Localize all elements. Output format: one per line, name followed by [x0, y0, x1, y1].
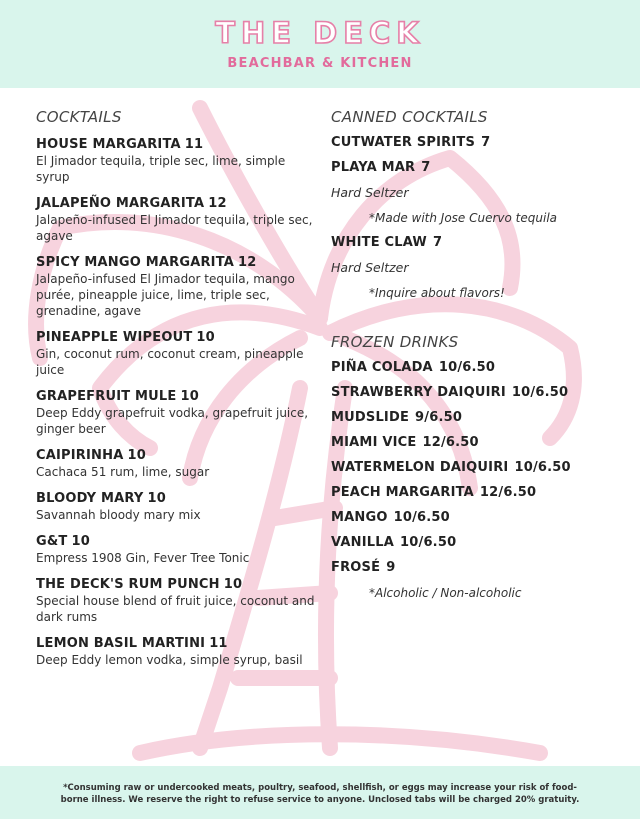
- disclaimer-text: *Consuming raw or undercooked meats, poultry, seafood, shellfish, or eggs may increase your risk of food-borne illness. We reserve the right to refuse service to anyone. Unclosed tabs will be charged 20% gratuity.: [60, 783, 580, 805]
- item-price: 7: [481, 135, 491, 150]
- item-name: WATERMELON DAIQUIRI: [331, 460, 509, 475]
- menu-item: [36, 491, 321, 523]
- menu-item: [36, 330, 321, 378]
- restaurant-subtitle: BEACHBAR & KITCHEN: [227, 56, 413, 71]
- item-price: 12: [208, 196, 227, 211]
- frozen-note: *Alcoholic / Non-alcoholic: [369, 586, 522, 600]
- menu-item: [331, 535, 621, 551]
- item-price: 10/6.50: [511, 385, 569, 400]
- item-price: 7: [421, 160, 431, 175]
- menu-item: [331, 160, 621, 176]
- menu-item: [331, 460, 621, 476]
- item-note: *Inquire about flavors!: [369, 286, 505, 300]
- item-price: 10: [180, 389, 199, 404]
- item-name: PINEAPPLE WIPEOUT: [36, 330, 193, 345]
- menu-item: [36, 137, 321, 185]
- item-description: Savannah bloody mary mix: [36, 508, 201, 522]
- cocktails-column: [36, 108, 321, 679]
- item-price: 9/6.50: [415, 410, 463, 425]
- item-description: Jalapeño-infused El Jimador tequila, triple sec, agave: [36, 213, 313, 243]
- cocktails-heading: COCKTAILS: [36, 108, 122, 126]
- menu-item: [331, 385, 621, 401]
- item-price: 7: [432, 235, 443, 250]
- item-description: Empress 1908 Gin, Fever Tree Tonic: [36, 551, 250, 565]
- menu-item: [331, 560, 621, 576]
- menu-item: [36, 196, 321, 244]
- menu-item: [331, 360, 621, 376]
- frozen-drinks-heading: FROZEN DRINKS: [331, 333, 459, 351]
- item-name: SPICY MANGO MARGARITA: [36, 255, 235, 270]
- item-name: G&T: [36, 534, 68, 549]
- item-name: PIÑA COLADA: [331, 360, 433, 375]
- menu-item: [331, 435, 621, 451]
- item-price: 11: [184, 137, 204, 152]
- item-description: Special house blend of fruit juice, coconut and dark rums: [36, 594, 315, 624]
- item-description: Jalapeño-infused El Jimador tequila, mango purée, pineapple juice, lime, triple sec, grenadine, agave: [36, 272, 295, 318]
- item-name: MIAMI VICE: [331, 435, 417, 450]
- item-price: 12: [238, 255, 257, 270]
- item-price: 10/6.50: [438, 360, 496, 375]
- item-name: PEACH MARGARITA: [331, 485, 474, 500]
- item-name: STRAWBERRY DAIQUIRI: [331, 385, 506, 400]
- item-price: 11: [209, 636, 228, 651]
- item-price: 9: [386, 560, 396, 575]
- item-price: 12/6.50: [479, 485, 537, 500]
- menu-item: [331, 235, 621, 251]
- menu-item: [36, 534, 321, 566]
- menu-item: [36, 389, 321, 437]
- item-description: Cachaca 51 rum, lime, sugar: [36, 465, 210, 479]
- item-price: 10: [147, 491, 167, 506]
- frozen-drinks-section: [331, 333, 621, 601]
- drinks-column: [331, 108, 621, 610]
- item-subtitle: Hard Seltzer: [331, 185, 409, 200]
- item-name: PLAYA MAR: [331, 160, 416, 175]
- menu-item: [36, 636, 321, 668]
- canned-cocktails-heading: CANNED COCKTAILS: [331, 108, 488, 126]
- item-note: *Made with Jose Cuervo tequila: [369, 211, 558, 225]
- item-name: BLOODY MARY: [36, 491, 144, 506]
- item-price: 10: [71, 534, 90, 549]
- item-price: 10/6.50: [393, 510, 450, 525]
- item-name: LEMON BASIL MARTINI: [36, 636, 206, 651]
- item-name: THE DECK'S RUM PUNCH: [36, 577, 220, 592]
- item-name: MUDSLIDE: [331, 410, 410, 425]
- menu-item: [331, 510, 621, 526]
- item-price: 10/6.50: [514, 460, 571, 475]
- item-name: JALAPEÑO MARGARITA: [36, 196, 205, 211]
- item-description: Gin, coconut rum, coconut cream, pineapple juice: [36, 347, 304, 377]
- menu-footer: [0, 766, 640, 819]
- item-name: FROSÉ: [331, 560, 381, 575]
- menu-header: [0, 0, 640, 88]
- item-price: 12/6.50: [422, 435, 479, 450]
- item-price: 10: [223, 577, 243, 592]
- item-description: El Jimador tequila, triple sec, lime, simple syrup: [36, 154, 286, 184]
- menu-item: [331, 410, 621, 426]
- restaurant-title: THE DECK: [215, 16, 425, 50]
- menu-item: [36, 577, 321, 625]
- item-subtitle: Hard Seltzer: [331, 260, 409, 275]
- item-description: Deep Eddy lemon vodka, simple syrup, basil: [36, 653, 303, 667]
- menu-item: [331, 485, 621, 501]
- item-price: 10/6.50: [400, 535, 457, 550]
- item-name: WHITE CLAW: [331, 235, 427, 250]
- item-price: 10: [196, 330, 215, 345]
- item-name: GRAPEFRUIT MULE: [36, 389, 177, 404]
- menu-item: [331, 135, 621, 151]
- item-price: 10: [127, 448, 146, 463]
- item-name: CAIPIRINHA: [36, 448, 124, 463]
- item-name: VANILLA: [331, 535, 394, 550]
- item-name: CUTWATER SPIRITS: [331, 135, 476, 150]
- menu-item: [36, 255, 321, 319]
- item-name: MANGO: [331, 510, 388, 525]
- item-name: HOUSE MARGARITA: [36, 137, 181, 152]
- menu-item: [36, 448, 321, 480]
- item-description: Deep Eddy grapefruit vodka, grapefruit juice, ginger beer: [36, 406, 309, 436]
